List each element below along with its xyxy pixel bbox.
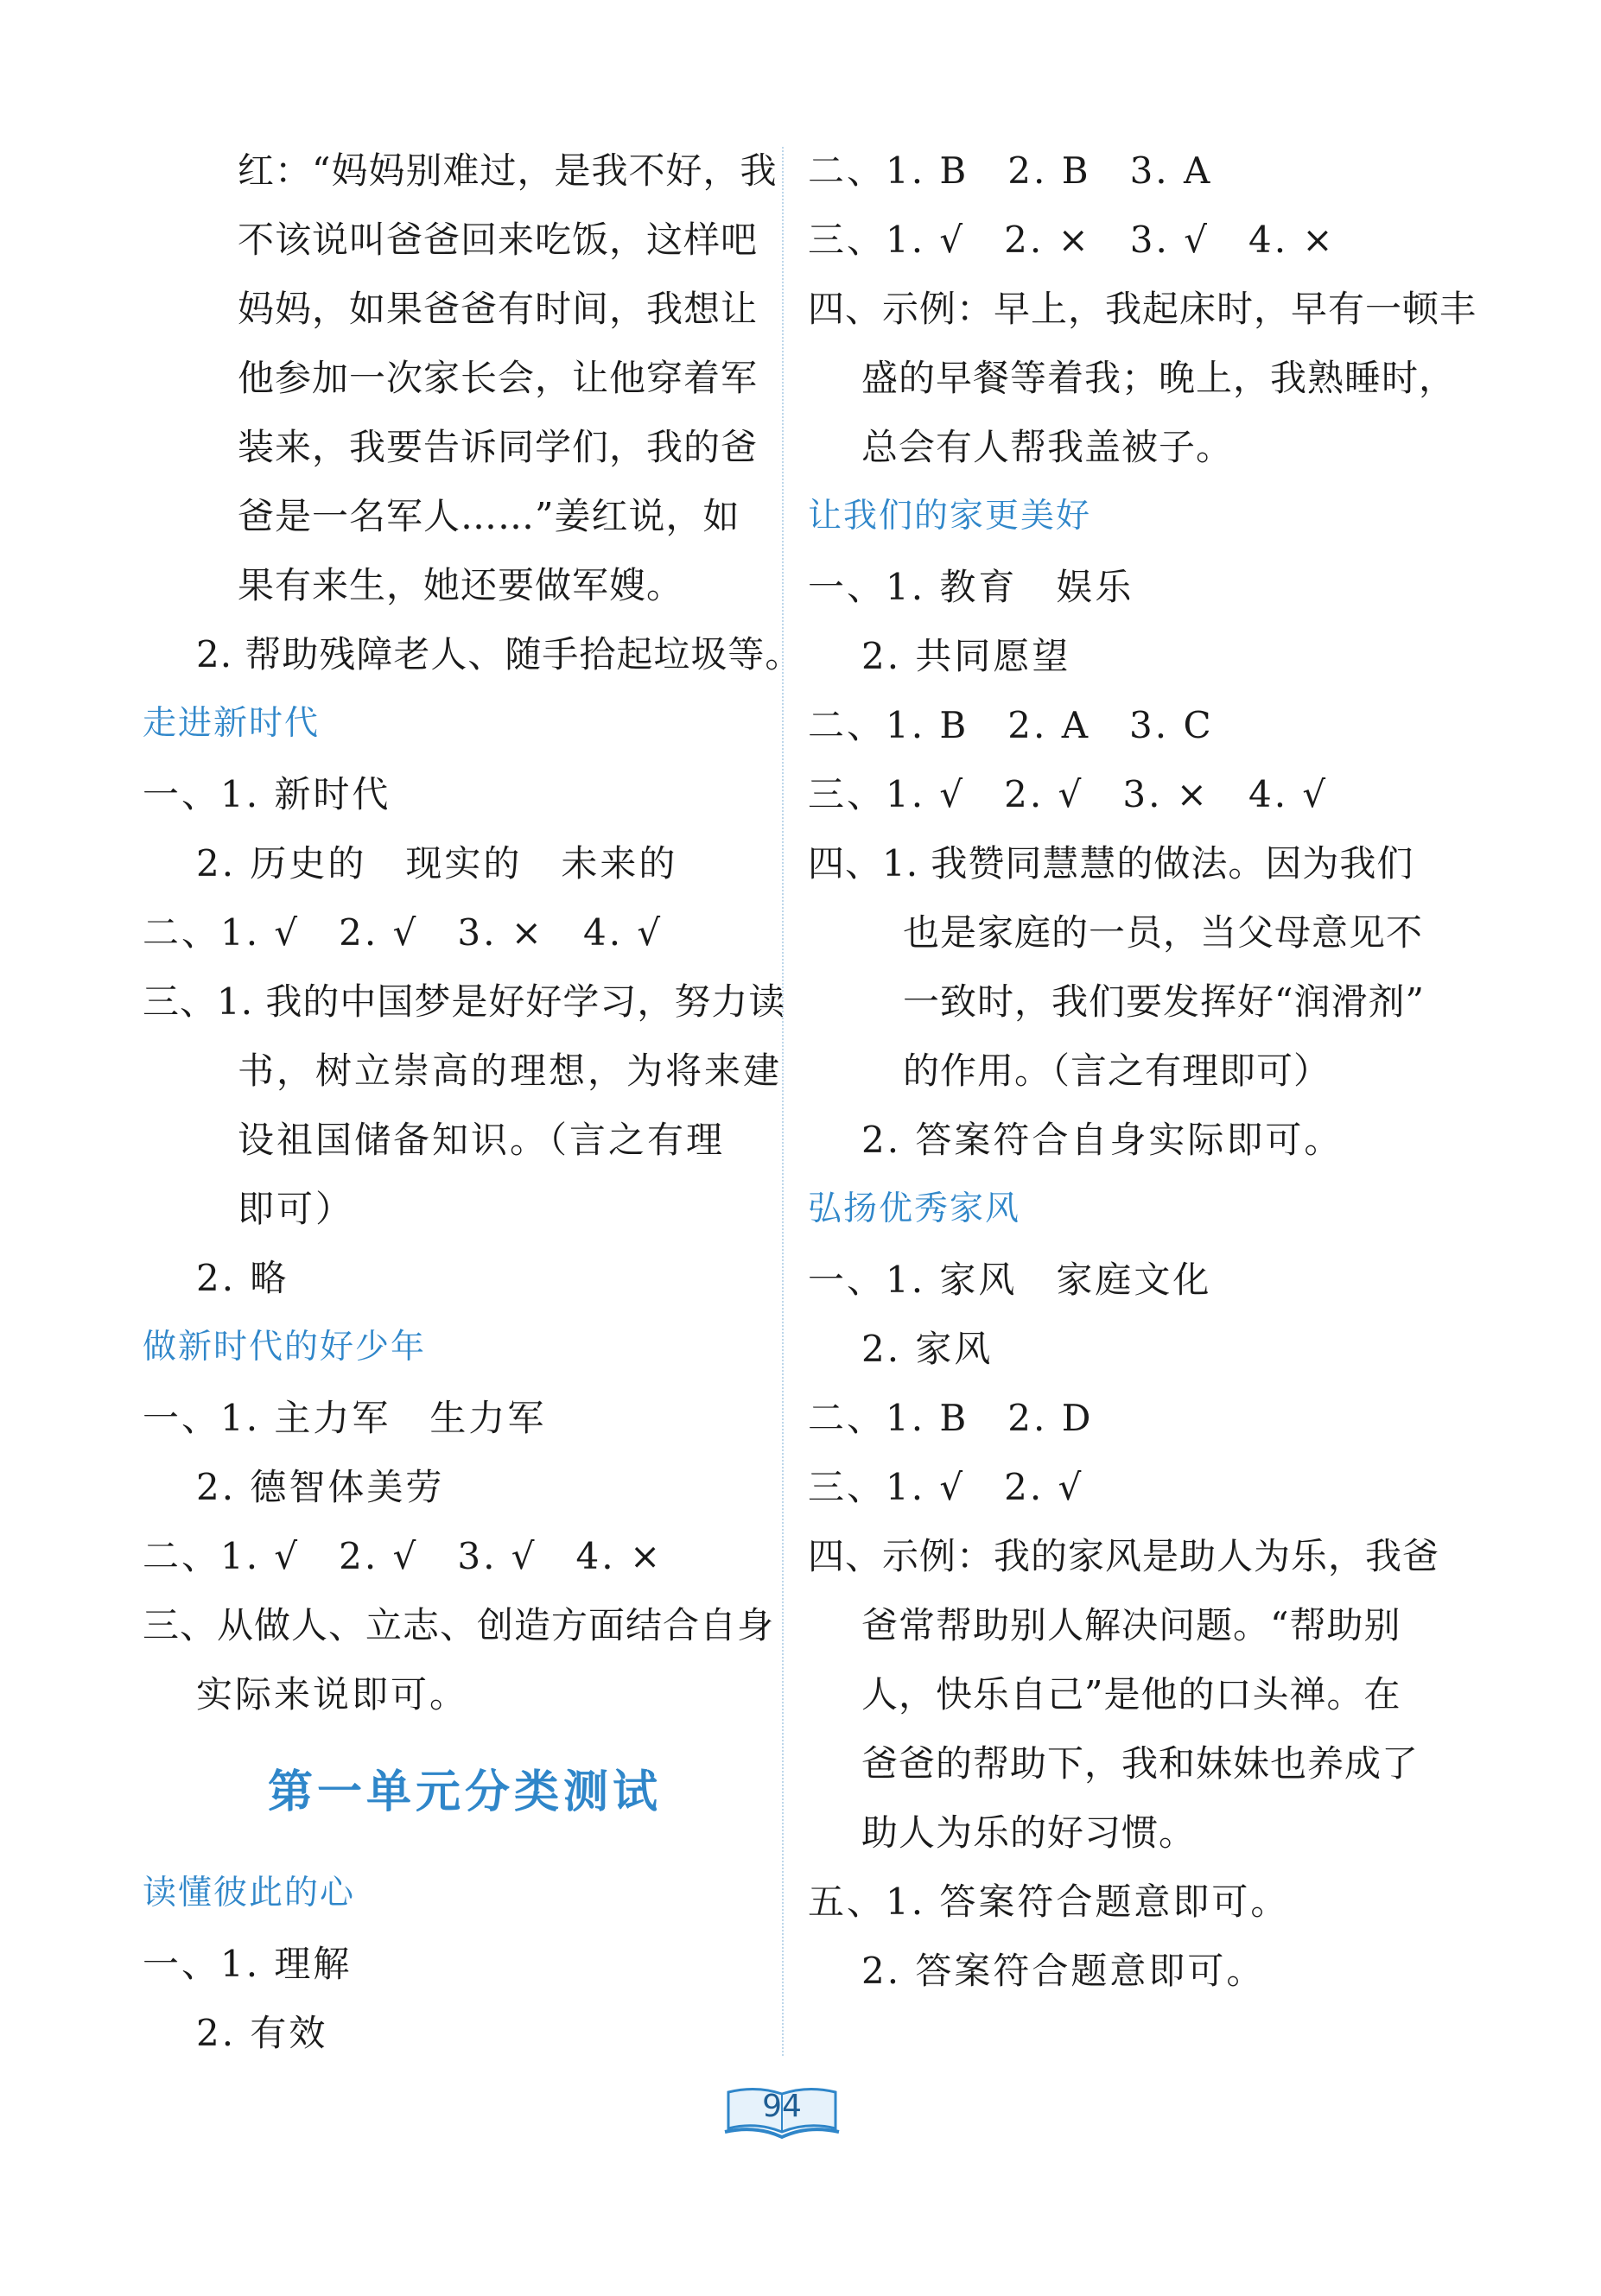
answer-line: 四、示例：我的家风是助人为乐，我爸 <box>808 1535 1440 1577</box>
answer-line: 装来，我要告诉同学们，我的爸 <box>238 426 759 468</box>
answer-line: 也是家庭的一员，当父母意见不 <box>903 911 1424 954</box>
page-number: 94 <box>762 2089 802 2124</box>
answer-line: 2. 历史的 现实的 未来的 <box>196 842 678 885</box>
answer-line: 实际来说即可。 <box>196 1673 469 1716</box>
answer-line: 设祖国储备知识。（言之有理 <box>238 1119 726 1161</box>
answer-line: 三、1. √ 2. √ 3. × 4. √ <box>808 773 1329 815</box>
answer-line: 书，树立崇高的理想，为将来建 <box>238 1050 783 1092</box>
answer-line: 五、1. 答案符合题意即可。 <box>808 1881 1290 1923</box>
answer-line: 一、1. 教育 娱乐 <box>808 566 1134 608</box>
answer-line: 2. 德智体美劳 <box>196 1466 445 1508</box>
answer-line: 的作用。（言之有理即可） <box>903 1050 1331 1092</box>
answer-line: 一、1. 主力军 生力军 <box>143 1397 547 1439</box>
answer-line: 四、1. 我赞同慧慧的做法。因为我们 <box>808 842 1414 885</box>
page-number-badge <box>721 2084 842 2144</box>
answer-line: 一、1. 理解 <box>143 1943 353 1985</box>
answer-line: 二、1. √ 2. √ 3. √ 4. × <box>143 1535 664 1577</box>
answer-line: 二、1. B 2. D <box>808 1397 1094 1439</box>
answer-line: 二、1. B 2. A 3. C <box>808 704 1214 746</box>
answer-line: 妈妈，如果爸爸有时间，我想让 <box>238 288 759 330</box>
section-heading: 走进新时代 <box>143 704 321 743</box>
answer-line: 四、示例：早上，我起床时，早有一顿丰 <box>808 288 1477 330</box>
column-divider <box>782 147 784 2056</box>
answer-line: 2. 有效 <box>196 2012 328 2054</box>
answer-line: 2. 帮助残障老人、随手拾起垃圾等。 <box>196 633 803 675</box>
section-heading: 弘扬优秀家风 <box>808 1189 1021 1228</box>
answer-line: 助人为乐的好习惯。 <box>861 1811 1197 1854</box>
section-heading: 做新时代的好少年 <box>143 1328 427 1367</box>
answer-line: 他参加一次家长会，让他穿着军 <box>238 357 759 399</box>
answer-line: 2. 共同愿望 <box>861 635 1071 677</box>
answer-line: 2. 答案符合自身实际即可。 <box>861 1119 1344 1161</box>
answer-line: 果有来生，她还要做军嫂。 <box>238 564 684 606</box>
answer-line: 2. 略 <box>196 1257 289 1299</box>
answer-line: 一、1. 家风 家庭文化 <box>808 1259 1212 1301</box>
unit-title: 第一单元分类测试 <box>268 1766 663 1818</box>
section-heading: 让我们的家更美好 <box>808 497 1092 536</box>
answer-line: 一致时，我们要发挥好“润滑剂” <box>903 980 1425 1023</box>
answer-line: 三、从做人、立志、创造方面结合自身 <box>143 1604 775 1646</box>
answer-line: 三、1. √ 2. √ <box>808 1466 1084 1508</box>
answer-line: 二、1. B 2. B 3. A <box>808 149 1213 192</box>
answer-line: 2. 家风 <box>861 1328 994 1370</box>
section-heading: 读懂彼此的心 <box>143 1874 356 1912</box>
answer-line: 爸是一名军人……”姜红说，如 <box>238 495 740 537</box>
answer-line: 2. 答案符合题意即可。 <box>861 1950 1266 1992</box>
answer-line: 二、1. √ 2. √ 3. × 4. √ <box>143 911 664 954</box>
answer-line: 总会有人帮我盖被子。 <box>861 426 1234 468</box>
answer-line: 人，快乐自己”是他的口头禅。在 <box>861 1673 1401 1716</box>
answer-line: 三、1. √ 2. × 3. √ 4. × <box>808 219 1336 261</box>
answer-line: 爸爸的帮助下，我和妹妹也养成了 <box>861 1742 1420 1785</box>
answer-line: 三、1. 我的中国梦是好好学习，努力读 <box>143 980 786 1023</box>
answer-line: 一、1. 新时代 <box>143 773 391 815</box>
answer-line: 红：“妈妈别难过，是我不好，我 <box>238 149 778 192</box>
answer-line: 爸常帮助别人解决问题。“帮助别 <box>861 1604 1401 1646</box>
answer-line: 即可） <box>238 1188 355 1230</box>
answer-line: 盛的早餐等着我；晚上，我熟睡时， <box>861 357 1457 399</box>
answer-line: 不该说叫爸爸回来吃饭，这样吧 <box>238 219 759 261</box>
